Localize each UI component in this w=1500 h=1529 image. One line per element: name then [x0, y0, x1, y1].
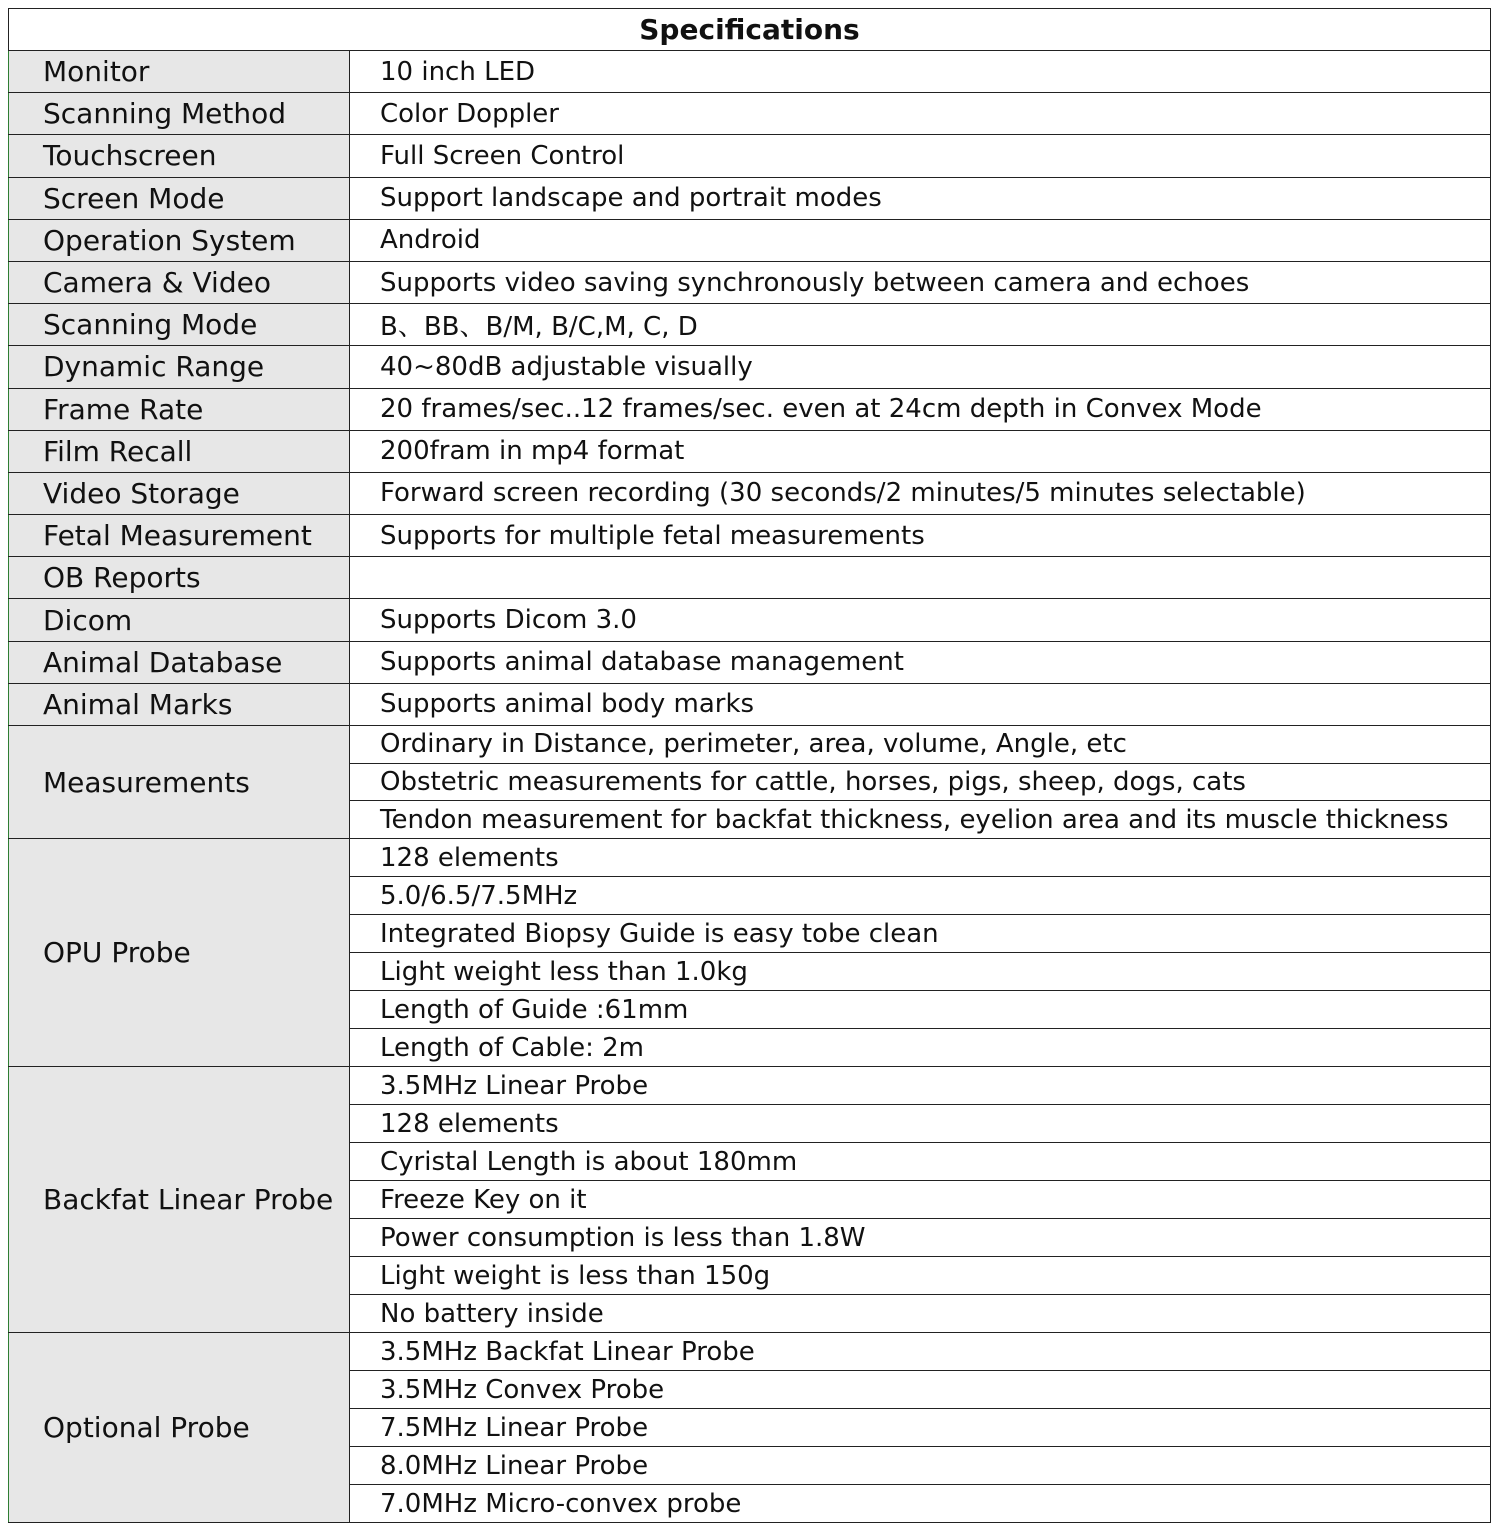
spec-row-animal-marks: [9, 683, 1491, 725]
spec-label: Dynamic Range: [9, 346, 350, 388]
spec-group-label: OPU Probe: [9, 839, 350, 1067]
spec-label: OB Reports: [9, 557, 350, 599]
spec-group-optional-probe: [9, 1333, 1491, 1371]
spec-value: 7.0MHz Micro-convex probe: [350, 1485, 1491, 1523]
spec-value: Integrated Biopsy Guide is easy tobe clean: [350, 915, 1491, 953]
spec-value: Cyristal Length is about 180mm: [350, 1143, 1491, 1181]
spec-value: Android: [350, 219, 1491, 261]
spec-value: Obstetric measurements for cattle, horses, pigs, sheep, dogs, cats: [350, 763, 1491, 801]
spec-row-scanning-mode: [9, 304, 1491, 346]
spec-value: 3.5MHz Backfat Linear Probe: [350, 1333, 1491, 1371]
spec-group-opu-probe: [9, 839, 1491, 877]
spec-row-dicom: [9, 599, 1491, 641]
spec-value: Supports video saving synchronously between camera and echoes: [350, 261, 1491, 303]
spec-row-film-recall: [9, 430, 1491, 472]
spec-value: Support landscape and portrait modes: [350, 177, 1491, 219]
spec-label: Touchscreen: [9, 135, 350, 177]
spec-group-label: Measurements: [9, 726, 350, 839]
spec-group-label: Backfat Linear Probe: [9, 1067, 350, 1333]
spec-label: Dicom: [9, 599, 350, 641]
spec-label: Fetal Measurement: [9, 515, 350, 557]
spec-row-fetal-measurement: [9, 515, 1491, 557]
spec-row-monitor: [9, 51, 1491, 93]
spec-value: 20 frames/sec..12 frames/sec. even at 24cm depth in Convex Mode: [350, 388, 1491, 430]
spec-value: 10 inch LED: [350, 51, 1491, 93]
spec-value: Forward screen recording (30 seconds/2 minutes/5 minutes selectable): [350, 472, 1491, 514]
spec-label: Animal Database: [9, 641, 350, 683]
spec-label: Film Recall: [9, 430, 350, 472]
spec-row-frame-rate: [9, 388, 1491, 430]
spec-value: 128 elements: [350, 1105, 1491, 1143]
spec-value: Supports for multiple fetal measurements: [350, 515, 1491, 557]
spec-label: Camera & Video: [9, 261, 350, 303]
spec-value: Full Screen Control: [350, 135, 1491, 177]
spec-value: 200fram in mp4 format: [350, 430, 1491, 472]
spec-label: Frame Rate: [9, 388, 350, 430]
spec-label: Animal Marks: [9, 683, 350, 725]
spec-row-operation-system: [9, 219, 1491, 261]
spec-row-camera-video: [9, 261, 1491, 303]
spec-value: Light weight less than 1.0kg: [350, 953, 1491, 991]
spec-label: Operation System: [9, 219, 350, 261]
spec-value: Length of Cable: 2m: [350, 1029, 1491, 1067]
spec-value: Supports animal database management: [350, 641, 1491, 683]
spec-value: 3.5MHz Convex Probe: [350, 1371, 1491, 1409]
spec-row-touchscreen: [9, 135, 1491, 177]
spec-label: Scanning Method: [9, 93, 350, 135]
spec-row-scanning-method: [9, 93, 1491, 135]
spec-value: Color Doppler: [350, 93, 1491, 135]
spec-label: Screen Mode: [9, 177, 350, 219]
spec-value: Light weight is less than 150g: [350, 1257, 1491, 1295]
spec-row-video-storage: [9, 472, 1491, 514]
spec-value: 8.0MHz Linear Probe: [350, 1447, 1491, 1485]
spec-group-backfat-linear-probe: [9, 1067, 1491, 1105]
spec-row-dynamic-range: [9, 346, 1491, 388]
spec-value: 40~80dB adjustable visually: [350, 346, 1491, 388]
spec-value: [350, 557, 1491, 599]
spec-value: Supports animal body marks: [350, 683, 1491, 725]
spec-value: Freeze Key on it: [350, 1181, 1491, 1219]
spec-value: No battery inside: [350, 1295, 1491, 1333]
spec-row-animal-database: [9, 641, 1491, 683]
spec-value: B、BB、B/M, B/C,M, C, D: [350, 304, 1491, 346]
specifications-table: [8, 8, 1491, 1523]
spec-value: Ordinary in Distance, perimeter, area, volume, Angle, etc: [350, 726, 1491, 764]
spec-group-measurements: [9, 726, 1491, 764]
spec-value: Supports Dicom 3.0: [350, 599, 1491, 641]
spec-value: 128 elements: [350, 839, 1491, 877]
spec-value: Tendon measurement for backfat thickness, eyelion area and its muscle thickness: [350, 801, 1491, 839]
spec-group-label: Optional Probe: [9, 1333, 350, 1523]
table-title: Specifications: [9, 9, 1491, 51]
spec-value: Length of Guide :61mm: [350, 991, 1491, 1029]
spec-label: Video Storage: [9, 472, 350, 514]
spec-value: 7.5MHz Linear Probe: [350, 1409, 1491, 1447]
spec-row-ob-reports: [9, 557, 1491, 599]
spec-value: 3.5MHz Linear Probe: [350, 1067, 1491, 1105]
spec-value: Power consumption is less than 1.8W: [350, 1219, 1491, 1257]
spec-label: Monitor: [9, 51, 350, 93]
spec-row-screen-mode: [9, 177, 1491, 219]
spec-label: Scanning Mode: [9, 304, 350, 346]
spec-value: 5.0/6.5/7.5MHz: [350, 877, 1491, 915]
